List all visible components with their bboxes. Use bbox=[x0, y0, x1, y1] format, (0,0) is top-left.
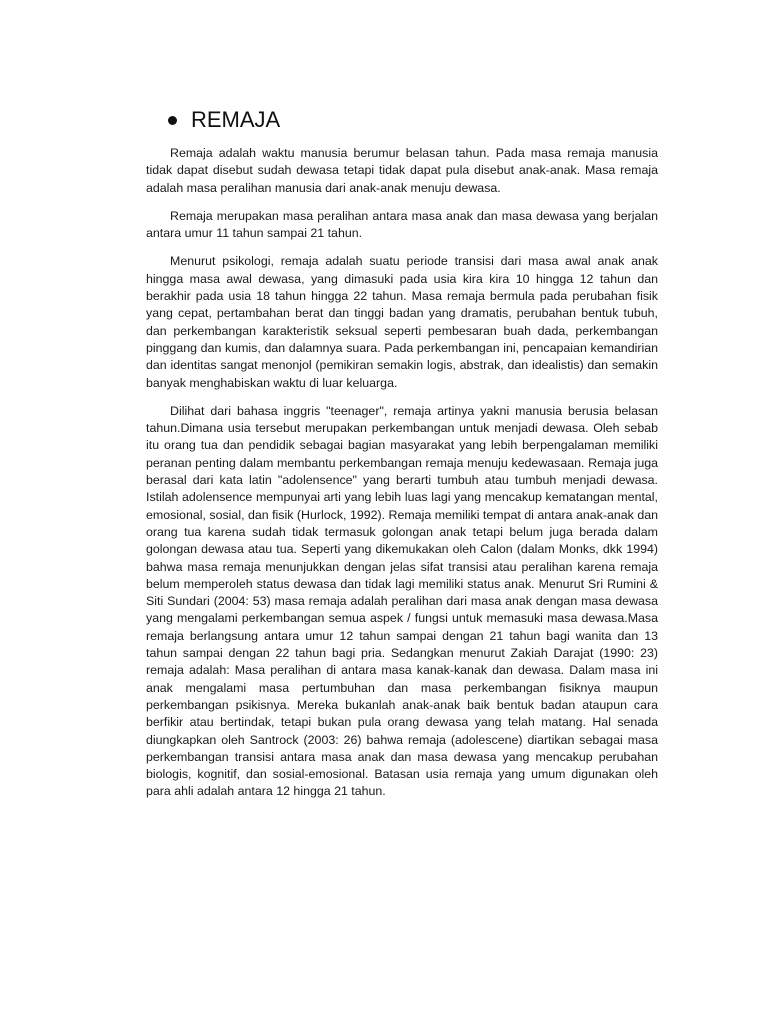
section-heading bbox=[168, 104, 280, 136]
paragraph: Dilihat dari bahasa inggris "teenager", remaja artinya yakni manusia berusia belasan tahun.Dimana usia tersebut merupakan perkembangan untuk menjadi dewasa. Oleh sebab itu orang tua dan pendidik sebagai bagian masyarakat yang lebih berpengalaman memiliki peranan penting dalam membantu perkembangan remaja menuju kedewasaan. Remaja juga berasal dari kata latin "adolensence" yang berarti tumbuh atau tumbuh menjadi dewasa. Istilah adolensence mempunyai arti yang lebih luas lagi yang mencakup kematangan mental, emosional, sosial, dan fisik (Hurlock, 1992). Remaja memiliki tempat di antara anak-anak dan orang tua karena sudah tidak termasuk golongan anak tetapi belum juga berada dalam golongan dewasa atau tua. Seperti yang dikemukakan oleh Calon (dalam Monks, dkk 1994) bahwa masa remaja menunjukkan dengan jelas sifat transisi atau peralihan karena remaja belum memperoleh status dewasa dan tidak lagi memiliki status anak. Menurut Sri Rumini & Siti Sundari (2004: 53) masa remaja adalah peralihan dari masa anak dengan masa dewasa yang mengalami perkembangan semua aspek / fungsi untuk memasuki masa dewasa.Masa remaja berlangsung antara umur 12 tahun sampai dengan 21 tahun bagi wanita dan 13 tahun sampai dengan 22 tahun bagi pria. Sedangkan menurut Zakiah Darajat (1990: 23) remaja adalah: Masa peralihan di antara masa kanak-kanak dan dewasa. Dalam masa ini anak mengalami masa pertumbuhan dan masa perkembangan fisiknya maupun perkembangan psikisnya. Mereka bukanlah anak-anak baik bentuk badan ataupun cara berfikir atau bertindak, tetapi bukan pula orang dewasa yang telah matang. Hal senada diungkapkan oleh Santrock (2003: 26) bahwa remaja (adolescene) diartikan sebagai masa perkembangan transisi antara masa anak dan masa dewasa yang mencakup perubahan biologis, kognitif, dan sosial-emosional. Batasan usia remaja yang umum digunakan oleh para ahli adalah antara 12 hingga 21 tahun. bbox=[146, 403, 658, 799]
paragraph: Remaja merupakan masa peralihan antara masa anak dan masa dewasa yang berjalan antara umur 11 tahun sampai 21 tahun. bbox=[146, 208, 658, 241]
document-body bbox=[146, 145, 658, 812]
heading-text: REMAJA bbox=[191, 107, 281, 132]
bullet-icon bbox=[168, 116, 177, 125]
paragraph: Remaja adalah waktu manusia berumur belasan tahun. Pada masa remaja manusia tidak dapat disebut sudah dewasa tetapi tidak dapat pula disebut anak-anak. Masa remaja adalah masa peralihan manusia dari anak-anak menuju dewasa. bbox=[146, 146, 658, 195]
paragraph: Menurut psikologi, remaja adalah suatu periode transisi dari masa awal anak anak hingga masa awal dewasa, yang dimasuki pada usia kira kira 10 hingga 12 tahun dan berakhir pada usia 18 tahun hingga 22 tahun. Masa remaja bermula pada perubahan fisik yang cepat, pertambahan berat dan tinggi badan yang dramatis, perubahan bentuk tubuh, dan perkembangan karakteristik seksual seperti pembesaran buah dada, perkembangan pinggang dan kumis, dan dalamnya suara. Pada perkembangan ini, pencapaian kemandirian dan identitas sangat menonjol (pemikiran semakin logis, abstrak, dan idealistis) dan semakin banyak menghabiskan waktu di luar keluarga. bbox=[146, 254, 658, 390]
